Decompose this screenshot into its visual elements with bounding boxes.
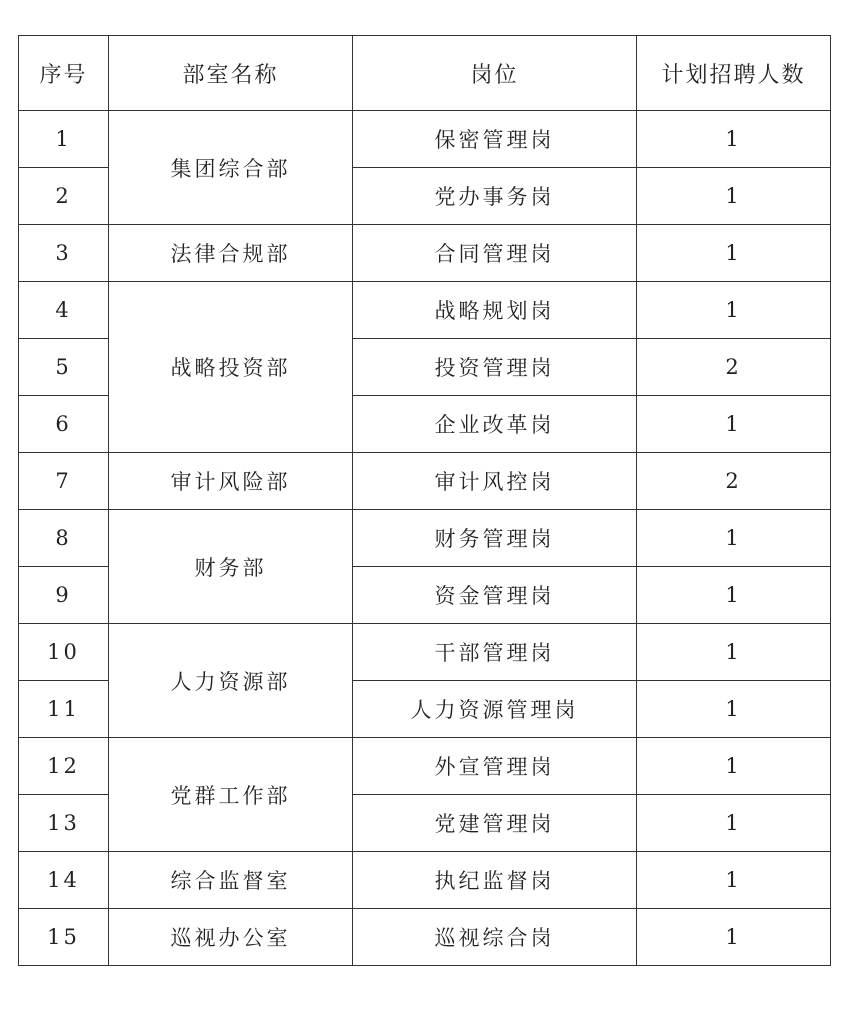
seq-cell: 12 <box>19 738 109 795</box>
table-row <box>19 852 831 909</box>
seq-cell: 4 <box>19 282 109 339</box>
seq-cell: 14 <box>19 852 109 909</box>
post-cell: 审计风控岗 <box>353 453 637 510</box>
post-cell: 资金管理岗 <box>353 567 637 624</box>
post-cell: 投资管理岗 <box>353 339 637 396</box>
post-cell: 党办事务岗 <box>353 168 637 225</box>
post-cell: 人力资源管理岗 <box>353 681 637 738</box>
count-cell: 1 <box>637 567 831 624</box>
header-seq: 序号 <box>19 36 109 111</box>
post-cell: 企业改革岗 <box>353 396 637 453</box>
seq-cell: 6 <box>19 396 109 453</box>
count-cell: 2 <box>637 453 831 510</box>
seq-cell: 15 <box>19 909 109 966</box>
table-row <box>19 111 831 168</box>
seq-cell: 7 <box>19 453 109 510</box>
seq-cell: 13 <box>19 795 109 852</box>
count-cell: 1 <box>637 282 831 339</box>
count-cell: 1 <box>637 681 831 738</box>
seq-cell: 11 <box>19 681 109 738</box>
dept-cell: 审计风险部 <box>109 453 353 510</box>
header-count: 计划招聘人数 <box>637 36 831 111</box>
seq-cell: 8 <box>19 510 109 567</box>
table-row <box>19 282 831 339</box>
dept-cell: 巡视办公室 <box>109 909 353 966</box>
dept-cell: 集团综合部 <box>109 111 353 225</box>
count-cell: 1 <box>637 396 831 453</box>
seq-cell: 1 <box>19 111 109 168</box>
count-cell: 1 <box>637 738 831 795</box>
table-row <box>19 225 831 282</box>
dept-cell: 战略投资部 <box>109 282 353 453</box>
dept-cell: 党群工作部 <box>109 738 353 852</box>
header-row <box>19 36 831 111</box>
post-cell: 党建管理岗 <box>353 795 637 852</box>
table-row <box>19 510 831 567</box>
seq-cell: 5 <box>19 339 109 396</box>
header-post: 岗位 <box>353 36 637 111</box>
count-cell: 1 <box>637 111 831 168</box>
count-cell: 1 <box>637 168 831 225</box>
count-cell: 1 <box>637 909 831 966</box>
post-cell: 保密管理岗 <box>353 111 637 168</box>
seq-cell: 9 <box>19 567 109 624</box>
post-cell: 执纪监督岗 <box>353 852 637 909</box>
table-row <box>19 738 831 795</box>
seq-cell: 3 <box>19 225 109 282</box>
post-cell: 外宣管理岗 <box>353 738 637 795</box>
header-dept: 部室名称 <box>109 36 353 111</box>
table-row <box>19 453 831 510</box>
count-cell: 1 <box>637 852 831 909</box>
count-cell: 1 <box>637 795 831 852</box>
dept-cell: 综合监督室 <box>109 852 353 909</box>
count-cell: 1 <box>637 510 831 567</box>
count-cell: 1 <box>637 624 831 681</box>
count-cell: 1 <box>637 225 831 282</box>
dept-cell: 法律合规部 <box>109 225 353 282</box>
post-cell: 合同管理岗 <box>353 225 637 282</box>
post-cell: 战略规划岗 <box>353 282 637 339</box>
seq-cell: 2 <box>19 168 109 225</box>
post-cell: 巡视综合岗 <box>353 909 637 966</box>
dept-cell: 财务部 <box>109 510 353 624</box>
post-cell: 财务管理岗 <box>353 510 637 567</box>
table-row <box>19 624 831 681</box>
dept-cell: 人力资源部 <box>109 624 353 738</box>
table-row <box>19 909 831 966</box>
count-cell: 2 <box>637 339 831 396</box>
post-cell: 干部管理岗 <box>353 624 637 681</box>
seq-cell: 10 <box>19 624 109 681</box>
recruitment-table <box>18 35 831 966</box>
